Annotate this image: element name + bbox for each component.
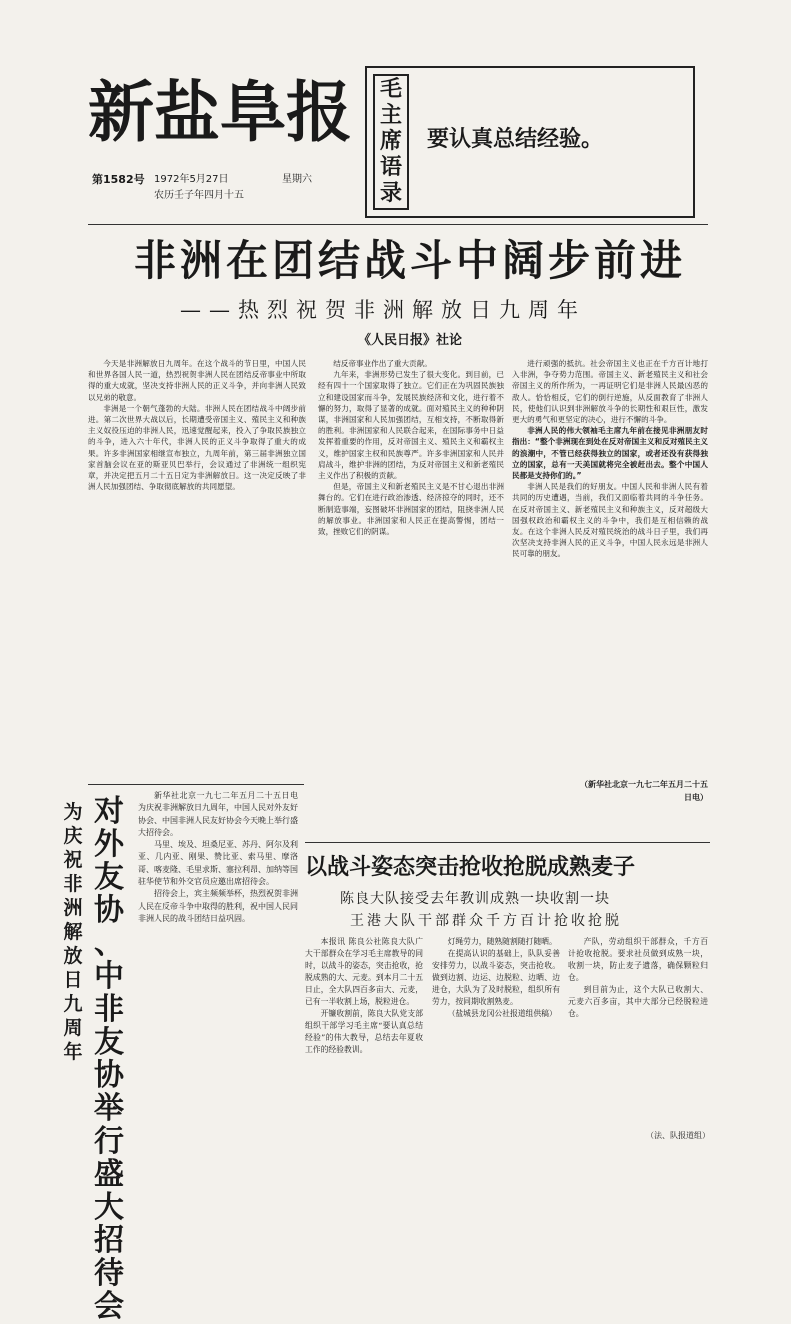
paragraph: 产队，劳动组织干部群众，千方百计抢收抢脱。要求社员做到成熟一块，收割一块，防止麦子遗落，确保颗粒归仓。 [568,937,708,982]
kicker-char: 年 [63,1041,83,1063]
kicker-char: 解 [63,921,83,943]
title-char: 外 [94,827,124,862]
paragraph: 九年来，非洲形势已发生了很大变化。到目前，已经有四十一个国家取得了独立。它们正在为巩固民族独立和建设国家而斗争，发展民族经济和文化，进行着不懈的努力，取得了显著的成就。面对殖民主义的种种阴谋，非洲国家和人民加强团结，互相支持，不断取得新的胜利。非洲国家和人民联合起来，在国际事务中日益发挥着重要的作用，反对帝国主义、殖民主义和霸权主义，维护国家主权和民族尊严。许多非洲国家和人民并肩战斗，维护非洲的团结，为反对帝国主义和新老殖民主义作出了积极的贡献。 [318,370,504,481]
masthead-title: 新盐阜报 [88,73,352,151]
title-char: 协 [94,1058,124,1093]
title-char: 盛 [94,1157,124,1192]
issue-number: 第1582号 [92,173,145,186]
quotation-box [365,66,695,218]
paragraph: 进行顽强的抵抗。社会帝国主义也正在千方百计地打入非洲，争夺势力范围。帝国主义、新老殖民主义和社会帝国主义的所作所为，一再证明它们是非洲人民最凶恶的敌人。恰恰相反，它们的倒行逆施，从反面教育了非洲人民，使他们认识到非洲解放斗争的长期性和艰巨性，激发更大的勇气和更坚定的决心，进行不懈的斗争。 [512,359,708,425]
paragraph: 新华社北京一九七二年五月二十五日电 为庆祝非洲解放日九周年，中国人民对外友好协会、中国非洲人民友好协会今天晚上举行盛大招待会。 [138,791,298,837]
lead-column-1 [88,358,306,778]
quotation-label-char: 语 [379,154,402,180]
title-char: 协 [94,893,124,928]
quotation-label-char: 录 [379,180,402,206]
paragraph: 结反帝事业作出了重大贡献。 [333,359,432,368]
title-char: 待 [94,1256,124,1291]
title-char: 、 [94,926,124,961]
paragraph: 非洲是一个朝气蓬勃的大陆。非洲人民在团结战斗中阔步前进。第二次世界大战以后，长期遭受帝国主义、殖民主义和种族主义奴役压迫的非洲人民，迅速觉醒起来，投入了争取民族独立的斗争，进入六十年代，非洲人民的正义斗争取得了重大的成果。许多非洲国家相继宣布独立，九周年前，第三届非洲独立国家首脑会议在亚的斯亚贝巴举行，会议通过了非洲统一组织宪章，并决定把五月二十五日定为非洲解放日。这一决定反映了非洲人民加强团结、争取彻底解放的共同愿望。 [88,403,306,492]
title-char: 大 [94,1190,124,1225]
paragraph: 到目前为止，这个大队已收割大、元麦六百多亩，其中大部分已经脱粒进仓。 [568,985,708,1018]
title-char: 招 [94,1223,124,1258]
kicker-char: 周 [63,1017,83,1039]
harvest-headline: 以战斗姿态突击抢收抢脱成熟麦子 [305,855,636,880]
issue-date: 1972年5月27日 [154,174,229,185]
section-divider [305,842,710,843]
title-char: 友 [94,1025,124,1060]
title-char: 对 [94,794,124,829]
title-char: 会 [94,1289,124,1324]
title-char: 非 [94,992,124,1027]
left-story-kicker [62,800,84,1130]
lead-column-3 [512,358,708,836]
section-divider [88,784,304,785]
harvest-subhead-2: 王港大队干部群众千方百计抢收抢脱 [350,913,622,929]
harvest-column-1 [305,936,423,1151]
quotation-label-char: 席 [379,128,402,154]
harvest-subhead-1: 陈良大队接受去年教训成熟一块收割一块 [340,891,610,907]
paragraph: 灯绳劳力，随熟随割随打随晒。 [447,937,557,946]
lead-sign-off: （新华社北京一九七二年五月二十五日电） [580,780,708,802]
masthead-divider [88,224,708,225]
kicker-char: 放 [63,945,83,967]
title-char: 举 [94,1091,124,1126]
left-story-body [138,790,298,1150]
paragraph: 非洲人民是我们的好朋友。中国人民和非洲人民有着共同的历史遭遇，当前，我们又面临着共同的斗争任务。在反对帝国主义、新老殖民主义和种族主义，反对超级大国强权政治和霸权主义的斗争中，我们是互相信赖的战友。在这个非洲人民反对殖民统治的战斗日子里，我们再次坚决支持非洲人民的正义斗争，中国人民永远是非洲人民可靠的朋友。 [512,482,708,559]
weekday: 星期六 [282,174,312,185]
harvest-credit: （法、队报道组） [646,1131,710,1140]
paragraph: （盐城县龙冈公社报道组供稿） [447,1009,557,1018]
lunar-date: 农历壬子年四月十五 [154,190,244,201]
kicker-char: 祝 [63,849,83,871]
chairman-quote-paragraph: 非洲人民的伟大领袖毛主席九年前在接见非洲朋友时指出：“整个非洲现在到处在反对帝国主义和反对殖民主义的浪潮中，不管已经获得独立的国家，或者还没有获得独立的国家，总有一天美国就将完全被赶出去。整个中国人民都是支持你们的。” [512,426,708,481]
kicker-char: 日 [63,969,83,991]
quotation-label [373,74,409,210]
title-char: 行 [94,1124,124,1159]
kicker-char: 九 [63,993,83,1015]
lead-subhead: ——热烈祝贺非洲解放日九周年 [180,298,586,322]
kicker-char: 为 [63,801,83,823]
paragraph: 在提高认识的基础上，队队妥善安排劳力，以战斗姿态，突击抢收。做到边割、边运、边脱粒、边晒、边进仓，大队为了及时脱粒，组织所有劳力，按同期收割熟麦。 [432,949,560,1006]
harvest-column-3 [568,936,708,1151]
harvest-column-2 [432,936,560,1151]
lead-byline: 《人民日报》社论 [357,333,462,348]
title-char: 友 [94,860,124,895]
paragraph: 但是，帝国主义和新老殖民主义是不甘心退出非洲舞台的。它们在进行政治渗透、经济掠夺的同时，还不断制造事端，妄图破坏非洲国家的团结，阻挠非洲人民的解放事业。非洲国家和人民正在提高警惕，团结一致，挫败它们的阴谋。 [318,482,504,537]
lead-column-2 [318,358,504,678]
paragraph: 开镰收割前，陈良大队党支部组织干部学习毛主席“要认真总结经验”的伟大教导，总结去年夏收工作的经验教训。 [305,1009,423,1054]
paragraph: 马里、埃及、坦桑尼亚、苏丹、阿尔及利亚、几内亚、刚果、赞比亚、索马里、摩洛哥、喀麦隆、毛里求斯、塞拉利昂、加纳等国驻华使节和外交官员应邀出席招待会。 [138,840,298,887]
paragraph: 招待会上，宾主频频举杯，热烈祝贺非洲人民在反帝斗争中取得的胜利，祝中国人民同非洲人民的战斗团结日益巩固。 [138,889,298,923]
kicker-char: 洲 [63,897,83,919]
quotation-text: 要认真总结经验。 [427,127,604,152]
paragraph: 本报讯 陈良公社陈良大队广大干部群众在学习毛主席教导的同时，以战斗的姿态，突击抢收，抢脱成熟的大、元麦。到本月二十五日止，全大队四百多亩大、元麦，已有一半收割上场，脱粒进仓。 [305,937,423,1006]
quotation-label-char: 主 [379,102,402,128]
lead-headline: 非洲在团结战斗中阔步前进 [133,236,686,285]
kicker-char: 非 [63,873,83,895]
kicker-char: 庆 [63,825,83,847]
quotation-label-char: 毛 [379,76,402,102]
left-story-title [88,794,130,1324]
paragraph: 今天是非洲解放日九周年。在这个战斗的节日里，中国人民和世界各国人民一道，热烈祝贺非洲人民在团结反帝事业中所取得的重大成就，坚决支持非洲人民的正义斗争，并向非洲人民致以兄弟的敬意。 [88,359,306,402]
issue-line [92,172,354,208]
title-char: 中 [94,959,124,994]
